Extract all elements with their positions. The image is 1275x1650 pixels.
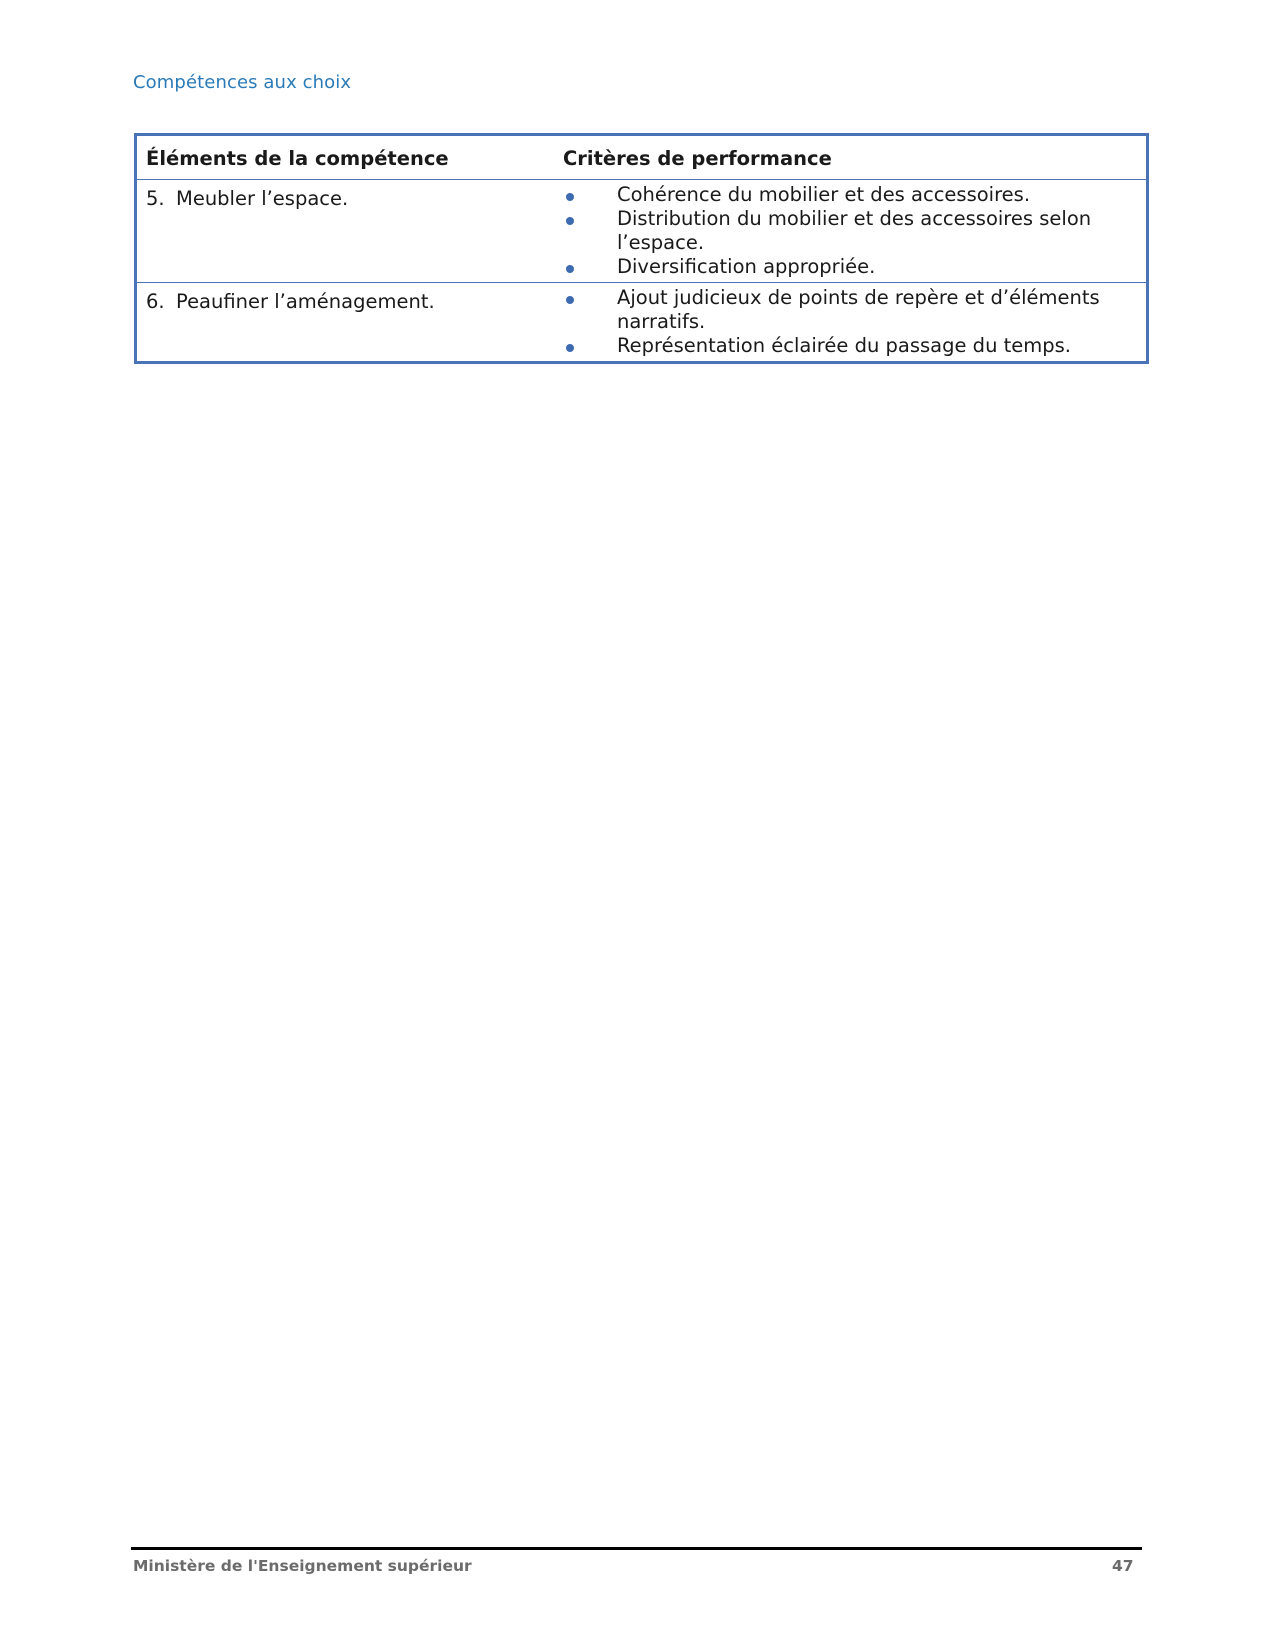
page-header-title: Compétences aux choix bbox=[133, 72, 352, 93]
criteria-list bbox=[564, 286, 1126, 358]
bullet-icon bbox=[566, 344, 574, 352]
bullet-icon bbox=[566, 296, 574, 304]
criteria-text: Ajout judicieux de points de repère et d’éléments narratifs. bbox=[617, 286, 1100, 333]
competence-table bbox=[134, 133, 1149, 364]
criteria-list bbox=[564, 183, 1126, 279]
criteria-cell bbox=[554, 283, 1148, 363]
table-row bbox=[136, 180, 1148, 283]
criteria-text: Diversification appropriée. bbox=[617, 255, 876, 278]
criteria-text: Distribution du mobilier et des accessoires selon l’espace. bbox=[617, 207, 1092, 254]
criteria-cell bbox=[554, 180, 1148, 283]
element-text: Meubler l’espace. bbox=[176, 187, 349, 210]
bullet-icon bbox=[566, 265, 574, 273]
bullet-icon bbox=[566, 217, 574, 225]
column-header-criteria: Critères de performance bbox=[554, 135, 1148, 180]
criteria-item bbox=[564, 207, 1126, 255]
table-row bbox=[136, 283, 1148, 363]
column-header-elements: Éléments de la compétence bbox=[136, 135, 555, 180]
footer-divider bbox=[131, 1547, 1142, 1550]
criteria-text: Cohérence du mobilier et des accessoires. bbox=[617, 183, 1031, 206]
footer-publisher: Ministère de l'Enseignement supérieur bbox=[133, 1557, 472, 1575]
element-cell bbox=[136, 180, 555, 283]
criteria-item bbox=[564, 183, 1126, 207]
criteria-item bbox=[564, 286, 1126, 334]
bullet-icon bbox=[566, 193, 574, 201]
element-number: 6. bbox=[146, 290, 165, 313]
criteria-item bbox=[564, 334, 1126, 358]
criteria-text: Représentation éclairée du passage du temps. bbox=[617, 334, 1071, 357]
footer-page-number: 47 bbox=[1112, 1557, 1134, 1575]
element-text: Peaufiner l’aménagement. bbox=[176, 290, 435, 313]
criteria-item bbox=[564, 255, 1126, 279]
element-cell bbox=[136, 283, 555, 363]
table-header-row bbox=[136, 135, 1148, 180]
element-number: 5. bbox=[146, 187, 165, 210]
